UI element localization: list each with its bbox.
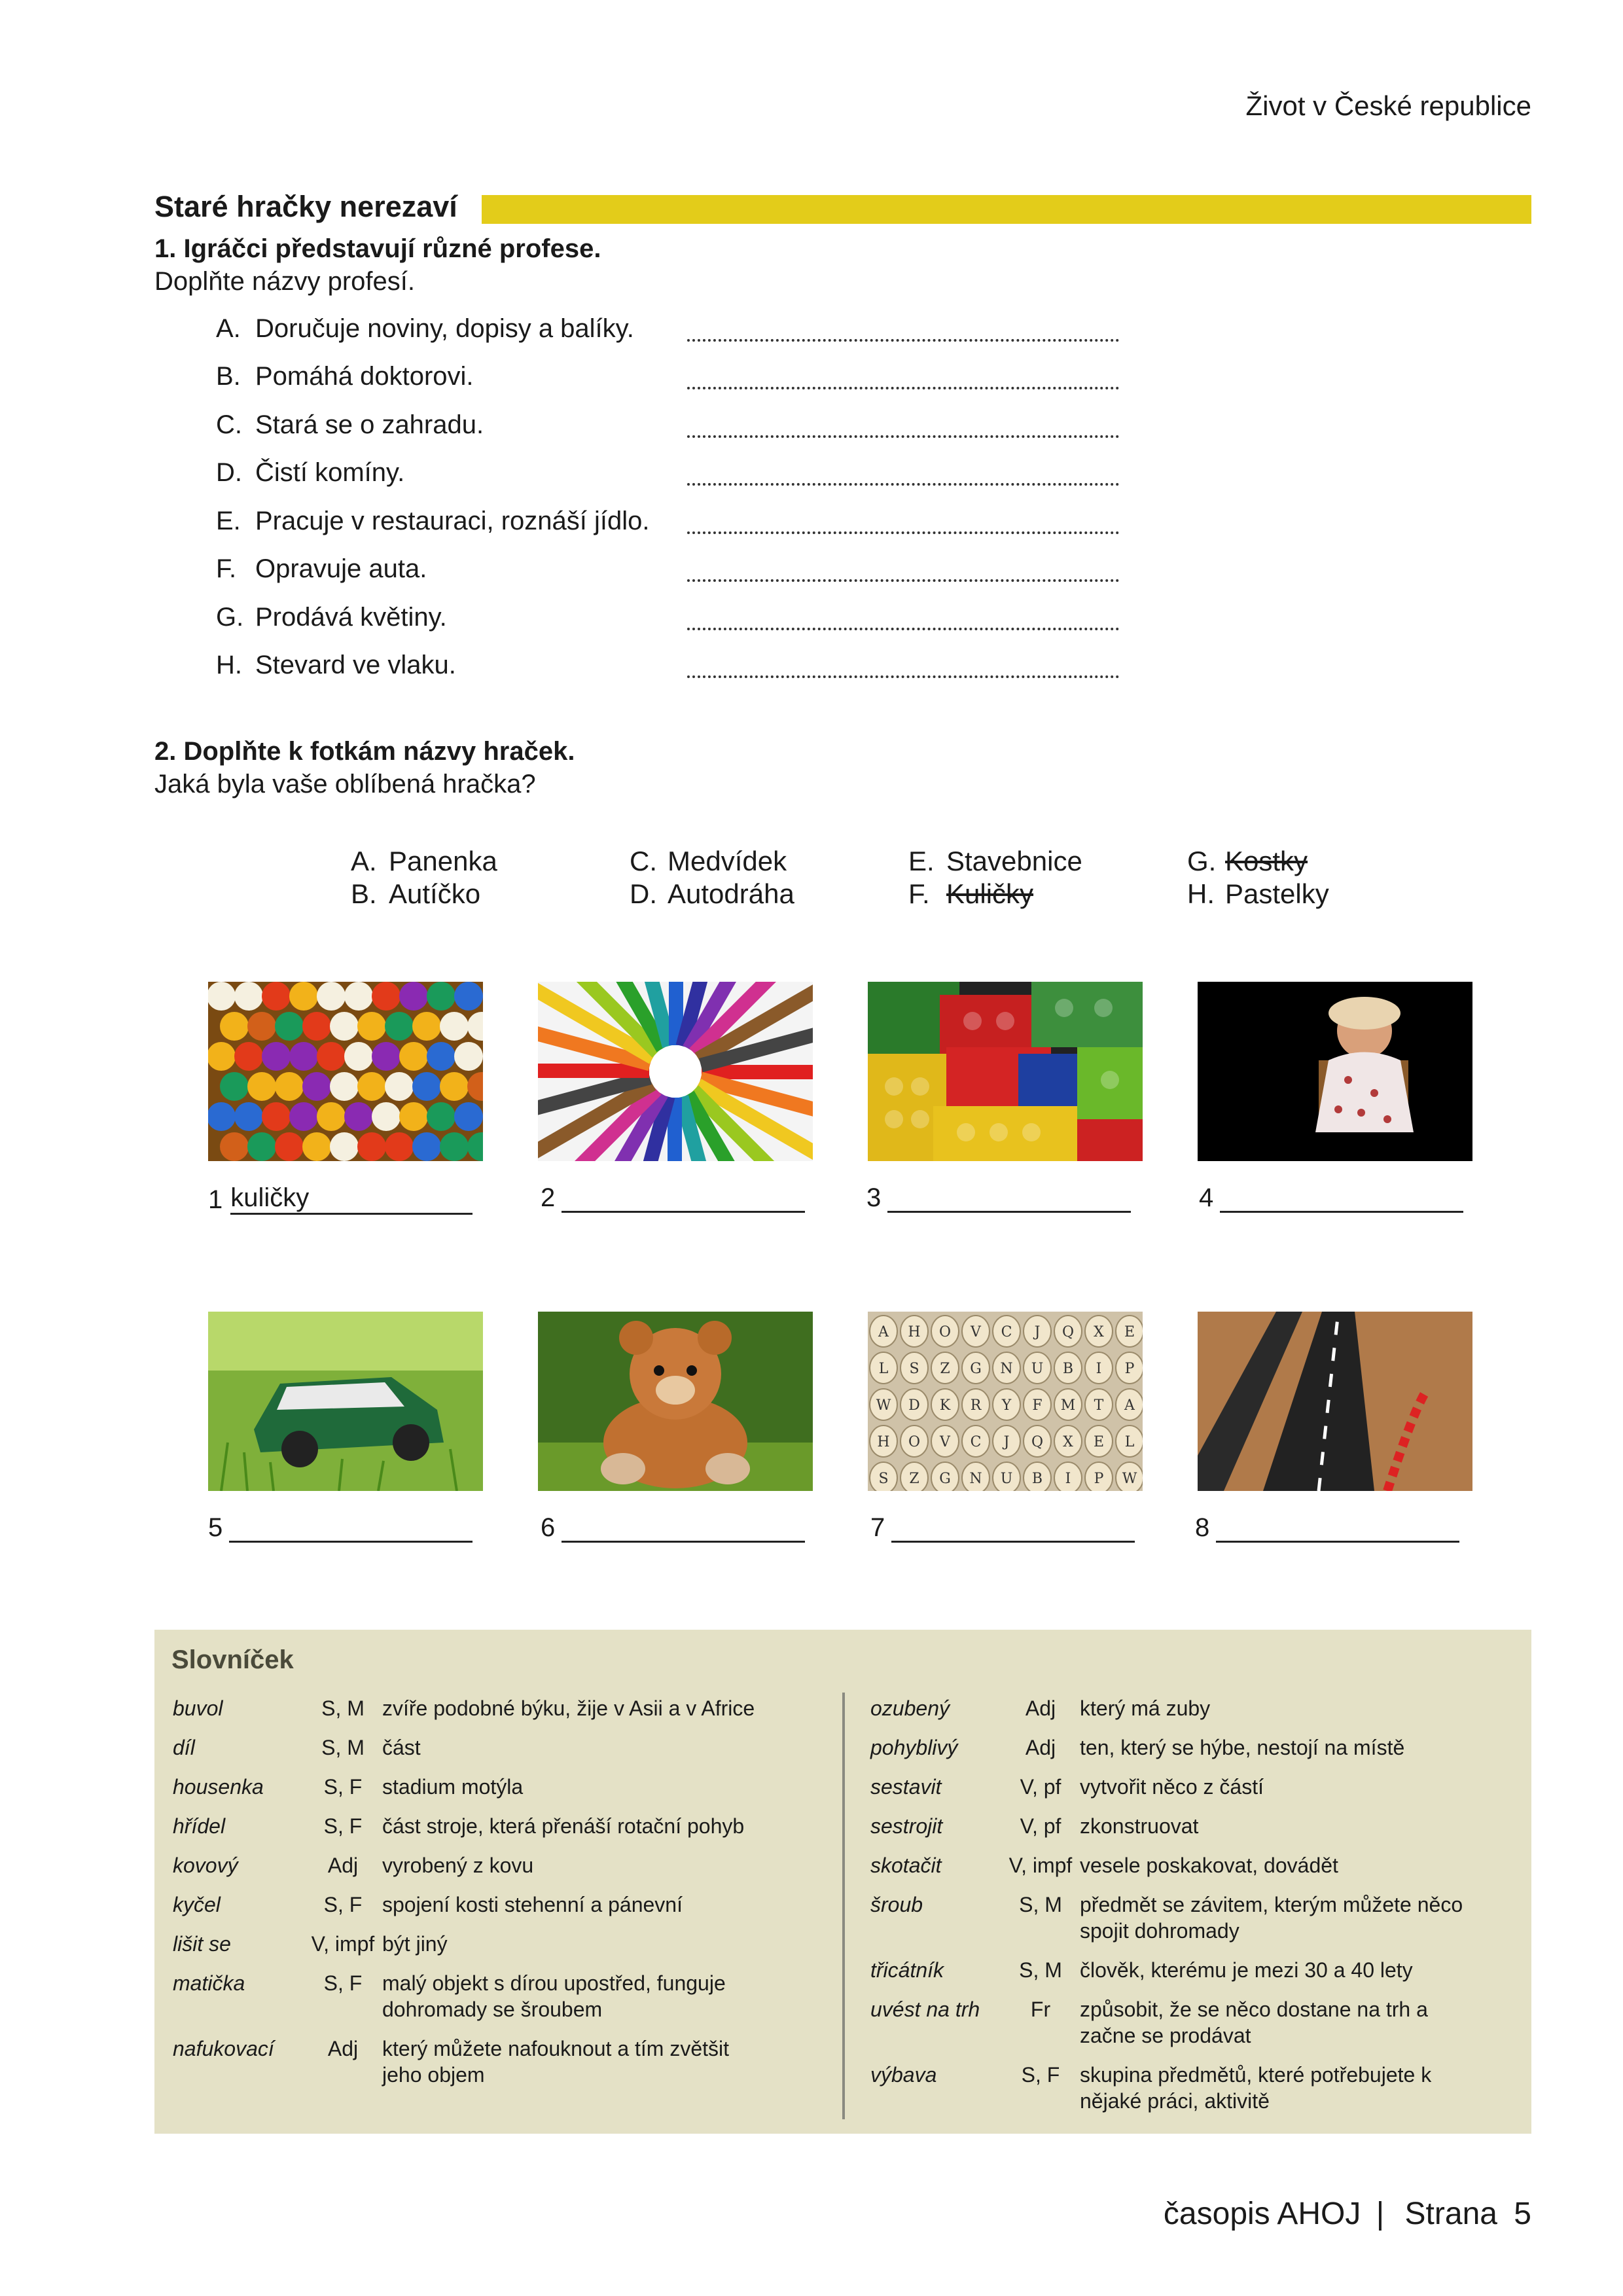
- svg-text:U: U: [1000, 1471, 1013, 1487]
- toy-letter: A.: [351, 846, 377, 876]
- vocab-word: uvést na trh: [870, 1998, 980, 2021]
- answer-row: [208, 1183, 473, 1215]
- vocab-definition: zkonstruovat: [1080, 1814, 1199, 1838]
- answer-field[interactable]: [891, 1515, 1135, 1543]
- question-row: [216, 507, 1119, 536]
- vocab-word: výbava: [870, 2063, 937, 2087]
- toy-name: Pastelky: [1225, 878, 1329, 909]
- vocab-definition: který můžete nafouknout a tím zvětšit jeho objem: [382, 2037, 730, 2087]
- vocab-grammar: Adj: [327, 2037, 359, 2060]
- svg-text:R: R: [970, 1397, 982, 1414]
- page-number: 5: [1514, 2197, 1531, 2231]
- svg-text:V: V: [940, 1434, 950, 1450]
- vocab-definition: který má zuby: [1080, 1696, 1211, 1720]
- question-letter: B.: [216, 362, 241, 391]
- magazine-name: časopis AHOJ: [1163, 2197, 1361, 2231]
- svg-text:S: S: [909, 1361, 919, 1377]
- vocab-definition: skupina předmětů, které potřebujete k nějaké práci, aktivitě: [1080, 2063, 1432, 2113]
- toy-name: Panenka: [389, 846, 497, 876]
- svg-text:X: X: [1094, 1324, 1104, 1340]
- page-footer: [1164, 2196, 1531, 2232]
- vocabulary-entry: [173, 1892, 768, 1931]
- question-row: [216, 410, 1119, 440]
- vocab-word: ozubený: [870, 1696, 950, 1720]
- svg-text:C: C: [1001, 1324, 1012, 1340]
- running-header: Život v České republice: [1245, 90, 1531, 121]
- exercise2-title: 2. Doplňte k fotkám názvy hraček.: [154, 737, 575, 766]
- svg-text:W: W: [1122, 1471, 1137, 1487]
- exercise1-instruction: Doplňte názvy profesí.: [154, 267, 415, 296]
- toy-letter: D.: [630, 878, 657, 909]
- vocab-grammar: S, M: [1019, 1893, 1062, 1916]
- vocabulary-left-column: [173, 1695, 768, 2094]
- svg-text:L: L: [878, 1361, 889, 1377]
- vocab-grammar: S, M: [321, 1736, 365, 1759]
- vocabulary-entry: [870, 1957, 1466, 1996]
- question-row: [216, 603, 1119, 632]
- svg-text:S: S: [878, 1471, 889, 1487]
- vocab-grammar: V, impf: [311, 1932, 375, 1956]
- photo-number: 3: [866, 1183, 882, 1212]
- vocab-definition: člověk, kterému je mezi 30 a 40 lety: [1080, 1958, 1413, 1982]
- svg-text:N: N: [969, 1471, 982, 1487]
- vocabulary-divider: [842, 1693, 845, 2119]
- vocabulary-entry: [173, 1852, 768, 1892]
- svg-text:Z: Z: [909, 1471, 919, 1487]
- vocab-grammar: Adj: [327, 1854, 359, 1877]
- vocabulary-entry: [870, 1695, 1466, 1734]
- vocab-grammar: Adj: [1025, 1736, 1056, 1759]
- vocab-word: třicátník: [870, 1958, 944, 1982]
- lego-photo: [868, 982, 1143, 1161]
- vocab-grammar: S, F: [1021, 2063, 1060, 2087]
- svg-text:E: E: [1093, 1434, 1105, 1450]
- svg-text:J: J: [1003, 1434, 1010, 1450]
- toy-option: [908, 878, 1033, 910]
- race-track-photo: [1198, 1312, 1472, 1491]
- svg-text:D: D: [908, 1397, 920, 1414]
- answer-field[interactable]: [687, 410, 1119, 438]
- question-row: [216, 554, 1119, 584]
- vocab-grammar: V, pf: [1020, 1775, 1061, 1799]
- answer-field[interactable]: [562, 1515, 805, 1543]
- vocabulary-entry: [173, 1734, 768, 1774]
- vocab-definition: část: [382, 1736, 421, 1759]
- svg-text:B: B: [1031, 1471, 1043, 1487]
- toy-letter: C.: [630, 846, 657, 876]
- section-title: Staré hračky nerezaví: [154, 190, 457, 223]
- vocab-word: nafukovací: [173, 2037, 274, 2060]
- question-text: Doručuje noviny, dopisy a balíky.: [255, 314, 634, 343]
- vocab-grammar: S, F: [323, 1814, 363, 1838]
- vocabulary-entry: [870, 1892, 1466, 1957]
- page-label: Strana: [1404, 2197, 1497, 2231]
- title-accent-bar: [482, 195, 1531, 224]
- vocabulary-right-column: [870, 1695, 1466, 2121]
- svg-text:A: A: [878, 1324, 889, 1340]
- answer-field[interactable]: [687, 458, 1119, 486]
- teddy-bear-photo: [538, 1312, 813, 1491]
- answer-row: [208, 1513, 473, 1543]
- answer-field[interactable]: [687, 651, 1119, 678]
- answer-row: [1195, 1513, 1459, 1543]
- toy-option: [630, 878, 794, 910]
- svg-text:G: G: [939, 1471, 951, 1487]
- vocab-word: pohyblivý: [870, 1736, 958, 1759]
- svg-text:H: H: [877, 1434, 890, 1450]
- svg-text:X: X: [1063, 1434, 1073, 1450]
- svg-text:C: C: [970, 1434, 982, 1450]
- question-letter: E.: [216, 507, 241, 535]
- toy-letter: H.: [1187, 878, 1215, 909]
- svg-text:I: I: [1065, 1471, 1071, 1487]
- svg-text:Q: Q: [1061, 1324, 1075, 1340]
- vocabulary-title: Slovníček: [171, 1645, 294, 1674]
- question-row: [216, 458, 1119, 488]
- svg-text:M: M: [1060, 1397, 1076, 1414]
- vocab-word: kyčel: [173, 1893, 221, 1916]
- question-text: Stevard ve vlaku.: [255, 651, 456, 679]
- question-text: Stará se o zahradu.: [255, 410, 484, 439]
- vocab-word: sestavit: [870, 1775, 942, 1799]
- vocab-grammar: V, impf: [1008, 1854, 1073, 1877]
- toy-option: [351, 846, 497, 877]
- vocabulary-box: [154, 1630, 1531, 2134]
- photo-number: 5: [208, 1513, 223, 1542]
- vocab-word: hřídel: [173, 1814, 226, 1838]
- toy-letter: F.: [908, 878, 930, 909]
- vocab-definition: vytvořit něco z částí: [1080, 1775, 1264, 1799]
- svg-text:G: G: [970, 1361, 982, 1377]
- vocab-definition: vesele poskakovat, dovádět: [1080, 1854, 1338, 1877]
- vocab-grammar: Fr: [1030, 1998, 1051, 2021]
- toy-name: Autíčko: [389, 878, 481, 909]
- toy-letter: G.: [1187, 846, 1217, 876]
- vocab-grammar: Adj: [1025, 1696, 1056, 1720]
- toy-option: [908, 846, 1082, 877]
- exercise2-instruction: Jaká byla vaše oblíbená hračka?: [154, 770, 536, 798]
- question-row: [216, 651, 1119, 680]
- answer-line[interactable]: [314, 1187, 473, 1215]
- question-letter: A.: [216, 314, 241, 343]
- answer-field[interactable]: [687, 603, 1119, 630]
- toy-name: Medvídek: [668, 846, 787, 876]
- vocab-definition: stadium motýla: [382, 1775, 524, 1799]
- doll-photo: [1198, 982, 1472, 1161]
- vocab-grammar: S, M: [321, 1696, 365, 1720]
- svg-text:H: H: [908, 1324, 921, 1340]
- answer-field[interactable]: [229, 1515, 473, 1543]
- svg-text:W: W: [876, 1397, 891, 1414]
- vocabulary-entry: [173, 1695, 768, 1734]
- vocab-word: matička: [173, 1971, 245, 1995]
- toy-name-used: Kostky: [1225, 846, 1308, 876]
- vocabulary-entry: [173, 2036, 768, 2094]
- photo-number: 8: [1195, 1513, 1210, 1542]
- answer-row: [1199, 1183, 1463, 1213]
- question-letter: H.: [216, 651, 242, 679]
- vocab-definition: malý objekt s dírou upostřed, funguje dohromady se šroubem: [382, 1971, 726, 2021]
- svg-text:V: V: [971, 1324, 981, 1340]
- toy-option: [1187, 846, 1308, 877]
- vocab-word: kovový: [173, 1854, 238, 1877]
- vocab-definition: vyrobený z kovu: [382, 1854, 534, 1877]
- svg-text:J: J: [1034, 1324, 1041, 1340]
- photo-number: 2: [541, 1183, 556, 1212]
- vocabulary-entry: [173, 1931, 768, 1970]
- vocabulary-entry: [870, 2062, 1466, 2121]
- vocabulary-entry: [870, 1774, 1466, 1813]
- toy-option: [1187, 878, 1329, 910]
- question-letter: F.: [216, 554, 237, 583]
- answer-field[interactable]: [1216, 1515, 1459, 1543]
- svg-text:B: B: [1062, 1361, 1074, 1377]
- question-text: Prodává květiny.: [255, 603, 447, 632]
- photo-number: 7: [870, 1513, 885, 1542]
- vocab-grammar: S, M: [1019, 1958, 1062, 1982]
- vocab-definition: předmět se závitem, kterým můžete něco spojit dohromady: [1080, 1893, 1463, 1943]
- vocab-definition: zvíře podobné býku, žije v Asii a v Africe: [382, 1696, 755, 1720]
- vocabulary-entry: [173, 1813, 768, 1852]
- letter-blocks-photo: [868, 1312, 1143, 1491]
- answer-field[interactable]: [687, 507, 1119, 534]
- vocab-word: díl: [173, 1736, 195, 1759]
- question-text: Pracuje v restauraci, roznáší jídlo.: [255, 507, 650, 535]
- answer-field[interactable]: [687, 314, 1119, 342]
- answer-row: [866, 1183, 1131, 1213]
- question-letter: D.: [216, 458, 242, 487]
- answer-row: [541, 1183, 805, 1213]
- answer-field[interactable]: [687, 362, 1119, 389]
- vocab-grammar: V, pf: [1020, 1814, 1061, 1838]
- pencils-photo: [538, 982, 813, 1161]
- question-letter: C.: [216, 410, 242, 439]
- vocab-word: buvol: [173, 1696, 223, 1720]
- answer-row: [541, 1513, 805, 1543]
- toy-name-used: Kuličky: [946, 878, 1034, 909]
- vocabulary-entry: [173, 1970, 768, 2036]
- vocab-word: šroub: [870, 1893, 923, 1916]
- vocab-word: sestrojit: [870, 1814, 943, 1838]
- answer-row: [870, 1513, 1135, 1543]
- svg-text:N: N: [1000, 1361, 1013, 1377]
- question-row: [216, 362, 1119, 391]
- svg-text:I: I: [1096, 1361, 1102, 1377]
- vocabulary-entry: [173, 1774, 768, 1813]
- vocabulary-entry: [870, 1996, 1466, 2062]
- photo-number: 4: [1199, 1183, 1214, 1212]
- answer-field[interactable]: [887, 1185, 1131, 1213]
- svg-text:P: P: [1094, 1471, 1104, 1487]
- vocab-definition: být jiný: [382, 1932, 448, 1956]
- svg-text:F: F: [1032, 1397, 1043, 1414]
- footer-separator: |: [1376, 2197, 1385, 2231]
- question-text: Čistí komíny.: [255, 458, 405, 487]
- marbles-photo: [208, 982, 483, 1161]
- svg-text:K: K: [939, 1397, 951, 1414]
- toy-letter: B.: [351, 878, 377, 909]
- vocab-definition: spojení kosti stehenní a pánevní: [382, 1893, 683, 1916]
- vocabulary-entry: [870, 1813, 1466, 1852]
- vocab-definition: část stroje, která přenáší rotační pohyb: [382, 1814, 745, 1838]
- vocab-grammar: S, F: [323, 1971, 363, 1995]
- photo-number: 1: [208, 1185, 223, 1214]
- answer-field[interactable]: [562, 1185, 805, 1213]
- vocab-grammar: S, F: [323, 1775, 363, 1799]
- svg-text:O: O: [938, 1324, 952, 1340]
- vocab-grammar: S, F: [323, 1893, 363, 1916]
- toy-letter: E.: [908, 846, 935, 876]
- svg-text:Y: Y: [1001, 1397, 1012, 1414]
- photo-number: 6: [541, 1513, 556, 1542]
- answer-field[interactable]: kuličky: [230, 1183, 314, 1215]
- exercise1-title: 1. Igráčci představují různé profese.: [154, 234, 601, 263]
- svg-text:O: O: [908, 1434, 921, 1450]
- svg-text:T: T: [1094, 1397, 1104, 1414]
- vocab-word: lišit se: [173, 1932, 231, 1956]
- answer-field[interactable]: [1220, 1185, 1463, 1213]
- svg-text:L: L: [1124, 1434, 1135, 1450]
- vocab-word: skotačit: [870, 1854, 942, 1877]
- question-row: [216, 314, 1119, 344]
- vocab-word: housenka: [173, 1775, 264, 1799]
- question-text: Opravuje auta.: [255, 554, 427, 583]
- toy-option: [630, 846, 787, 877]
- svg-text:E: E: [1124, 1324, 1135, 1340]
- svg-text:P: P: [1124, 1361, 1135, 1377]
- svg-text:A: A: [1124, 1397, 1135, 1414]
- svg-text:Z: Z: [940, 1361, 950, 1377]
- toy-car-photo: [208, 1312, 483, 1491]
- vocab-definition: způsobit, že se něco dostane na trh a začne se prodávat: [1080, 1998, 1428, 2047]
- toy-option: [351, 878, 480, 910]
- toy-name: Stavebnice: [946, 846, 1082, 876]
- question-text: Pomáhá doktorovi.: [255, 362, 474, 391]
- vocabulary-entry: [870, 1852, 1466, 1892]
- vocab-definition: ten, který se hýbe, nestojí na místě: [1080, 1736, 1405, 1759]
- vocabulary-entry: [870, 1734, 1466, 1774]
- svg-text:Q: Q: [1031, 1434, 1044, 1450]
- answer-field[interactable]: [687, 554, 1119, 582]
- question-letter: G.: [216, 603, 244, 632]
- toy-name: Autodráha: [668, 878, 794, 909]
- svg-text:U: U: [1031, 1361, 1044, 1377]
